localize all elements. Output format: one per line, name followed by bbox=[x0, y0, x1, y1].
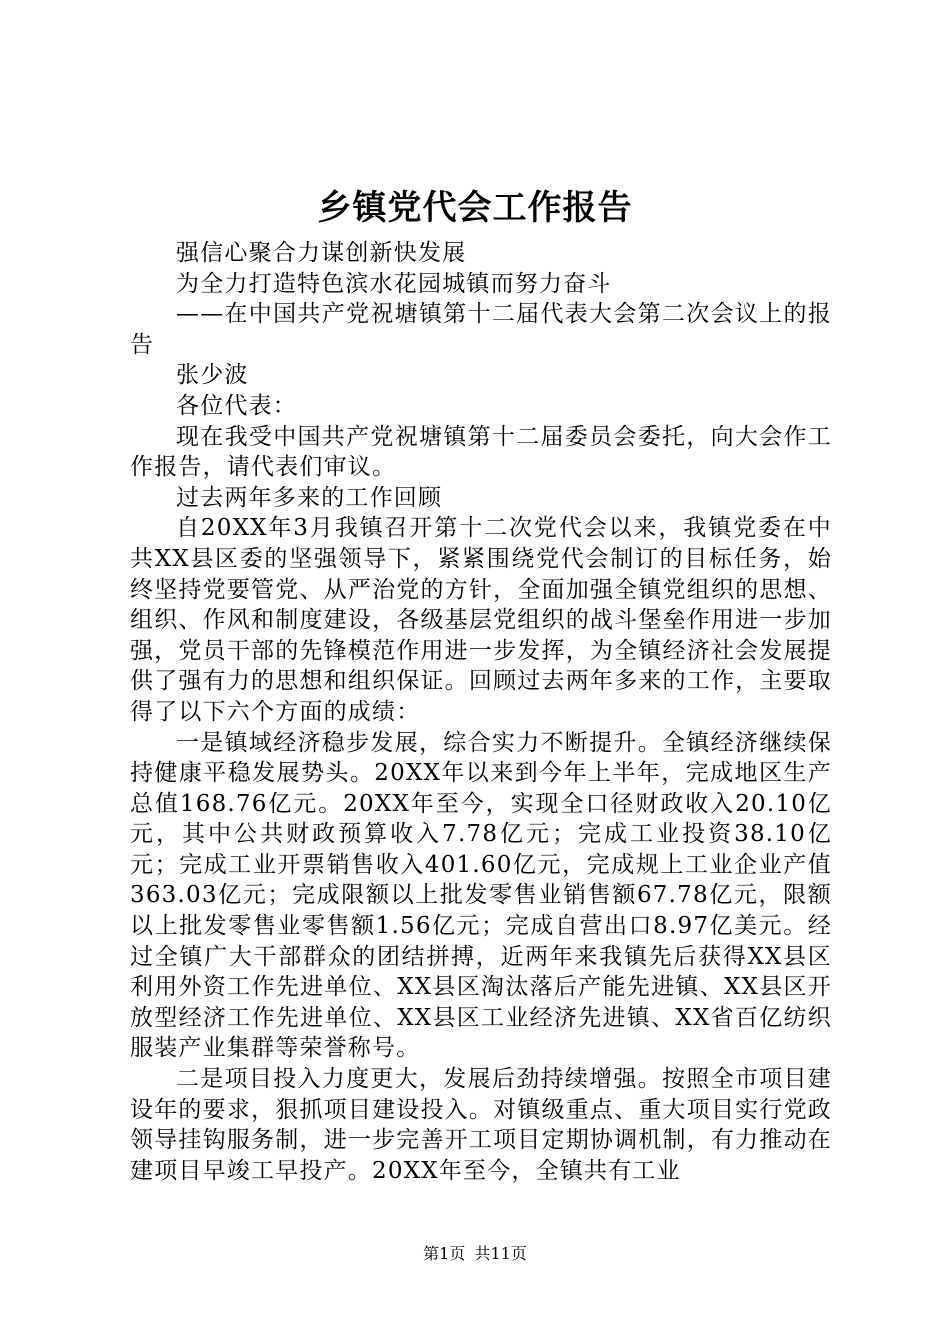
paragraph-projects: 二是项目投入力度更大，发展后劲持续增强。按照全市项目建设年的要求，狠抓项目建设投入。对镇级重点、重大项目实行党政领导挂钩服务制，进一步完善开工项目定期协调机制，有力推动在建项目早竣工早投产。20XX年至今，全镇共有工业 bbox=[130, 1066, 832, 1184]
document-title: 乡镇党代会工作报告 bbox=[317, 188, 633, 228]
page-footer bbox=[0, 1244, 950, 1264]
page-total: 共11页 bbox=[474, 1244, 527, 1263]
page-number: 第1页 bbox=[423, 1244, 466, 1263]
paragraph-review: 自20XX年3月我镇召开第十二次党代会以来，我镇党委在中共XX县区委的坚强领导下，紧紧围绕党代会制订的目标任务，始终坚持党要管党、从严治党的方针，全面加强全镇党组织的思想、组织、作风和制度建设，各级基层党组织的战斗堡垒作用进一步加强，党员干部的先锋模范作用进一步发挥，为全镇经济社会发展提供了强有力的思想和组织保证。回顾过去两年多来的工作，主要取得了以下六个方面的成绩： bbox=[130, 515, 832, 725]
paragraph-economy: 一是镇域经济稳步发展，综合实力不断提升。全镇经济继续保持健康平稳发展势头。20XX年以来到今年上半年，完成地区生产总值168.76亿元。20XX年至今，实现全口径财政收入20.10亿元，其中公共财政预算收入7.78亿元；完成工业投资38.10亿元；完成工业开票销售收入401.60亿元，完成规上工业企业产值363.03亿元；完成限额以上批发零售业销售额67.78亿元，限额以上批发零售业零售额1.56亿元；完成自营出口8.97亿美元。经过全镇广大干部群众的团结拼搏，近两年来我镇先后获得XX县区利用外资工作先进单位、XX县区淘汰落后产能先进镇、XX县区开放型经济工作先进单位、XX县区工业经济先进镇、XX省百亿纺织服装产业集群等荣誉称号。 bbox=[130, 729, 832, 1062]
section-heading-review: 过去两年多来的工作回顾 bbox=[176, 484, 443, 511]
paragraph-intro: 现在我受中国共产党祝塘镇第十二届委员会委托，向大会作工作报告，请代表们审议。 bbox=[130, 423, 832, 481]
document-body bbox=[130, 238, 832, 1186]
subtitle-line-2: 为全力打造特色滨水花园城镇而努力奋斗 bbox=[176, 270, 612, 297]
subtitle-line-1: 强信心聚合力谋创新快发展 bbox=[176, 240, 467, 266]
salutation: 各位代表： bbox=[176, 392, 297, 419]
author-name: 张少波 bbox=[176, 362, 249, 389]
subtitle-line-3: ——在中国共产党祝塘镇第十二届代表大会第二次会议上的报告 bbox=[130, 301, 832, 358]
